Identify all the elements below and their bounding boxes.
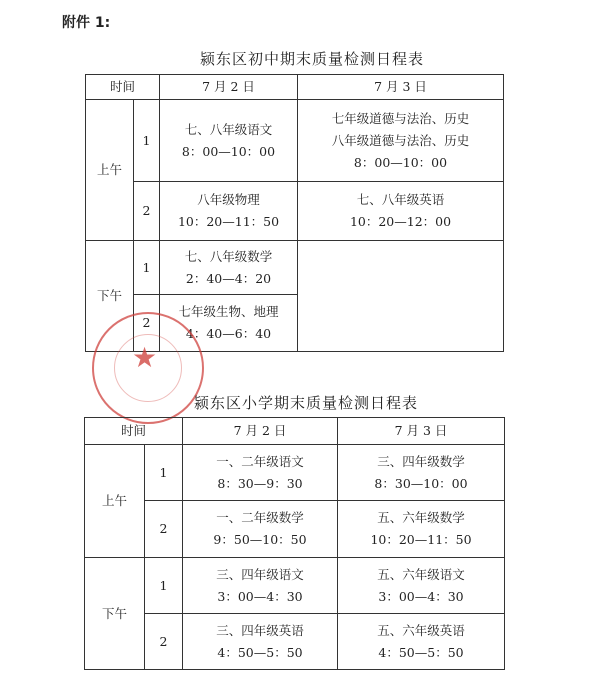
exam-time: 4：50—5：50 xyxy=(378,644,464,660)
exam-time: 4：50—5：50 xyxy=(217,644,303,660)
slot-number: 1 xyxy=(145,558,183,614)
exam-subject: 五、六年级英语 xyxy=(377,622,465,638)
slot-number: 2 xyxy=(145,501,183,558)
period-afternoon: 下午 xyxy=(86,241,134,352)
table-row xyxy=(85,614,505,670)
primary-school-schedule-title: 颍东区小学期末质量检测日程表 xyxy=(194,394,419,412)
exam-subject: 五、六年级数学 xyxy=(377,510,465,525)
period-afternoon: 下午 xyxy=(85,558,145,670)
exam-cell xyxy=(183,501,338,558)
slot-number: 1 xyxy=(134,100,160,182)
exam-time: 10：20—12：00 xyxy=(349,214,452,229)
exam-subject: 一、二年级语文 xyxy=(216,453,304,469)
seal-star-icon: ★ xyxy=(132,341,158,374)
table-row xyxy=(86,241,504,295)
exam-time: 10：20—11：50 xyxy=(370,532,472,547)
table-row xyxy=(86,100,504,182)
exam-cell xyxy=(160,182,298,241)
exam-cell xyxy=(298,100,504,182)
exam-subject: 三、四年级语文 xyxy=(216,566,304,582)
exam-cell xyxy=(160,241,298,295)
exam-time: 8：00—10：00 xyxy=(353,154,448,170)
header-day2: 7 月 3 日 xyxy=(298,75,504,100)
header-day2: 7 月 3 日 xyxy=(338,418,505,445)
exam-cell xyxy=(183,614,338,670)
exam-cell xyxy=(183,558,338,614)
slot-number: 2 xyxy=(134,295,160,352)
exam-time: 10：20—11：50 xyxy=(177,214,280,229)
header-day1: 7 月 2 日 xyxy=(160,75,298,100)
exam-subject: 八年级道德与法治、历史 xyxy=(331,132,470,148)
exam-time: 8：30—9：30 xyxy=(217,475,303,491)
primary-school-schedule-table xyxy=(84,417,505,670)
exam-subject: 七、八年级英语 xyxy=(356,192,445,207)
period-morning: 上午 xyxy=(85,445,145,558)
exam-cell xyxy=(338,445,505,501)
exam-cell xyxy=(160,100,298,182)
slot-number: 2 xyxy=(134,182,160,241)
exam-cell xyxy=(338,501,505,558)
exam-cell xyxy=(338,614,505,670)
table-row xyxy=(85,501,505,558)
empty-cell xyxy=(298,241,504,352)
exam-subject: 七年级道德与法治、历史 xyxy=(331,110,470,126)
exam-subject: 七年级生物、地理 xyxy=(178,304,279,319)
slot-number: 1 xyxy=(134,241,160,295)
slot-number: 1 xyxy=(145,445,183,501)
exam-time: 8：30—10：00 xyxy=(374,475,468,491)
exam-cell xyxy=(183,445,338,501)
exam-time: 9：50—10：50 xyxy=(213,532,307,547)
middle-school-schedule-title: 颍东区初中期末质量检测日程表 xyxy=(200,50,425,68)
exam-subject: 七、八年级数学 xyxy=(184,248,273,264)
period-morning: 上午 xyxy=(86,100,134,241)
exam-time: 8：00—10：00 xyxy=(181,143,276,159)
header-day1: 7 月 2 日 xyxy=(183,418,338,445)
attachment-label: 附件 1: xyxy=(62,15,111,31)
table-row xyxy=(86,182,504,241)
exam-subject: 一、二年级数学 xyxy=(216,510,304,525)
header-time: 时间 xyxy=(86,75,160,100)
exam-subject: 三、四年级数学 xyxy=(377,453,465,469)
exam-subject: 三、四年级英语 xyxy=(216,622,304,638)
exam-subject: 五、六年级语文 xyxy=(377,566,465,582)
table-row xyxy=(85,445,505,501)
exam-subject: 七、八年级语文 xyxy=(184,121,273,137)
middle-school-schedule-table xyxy=(85,74,504,352)
exam-cell xyxy=(160,295,298,352)
exam-time: 4：40—6：40 xyxy=(185,326,272,341)
exam-subject: 八年级物理 xyxy=(197,192,260,207)
header-time: 时间 xyxy=(85,418,183,445)
exam-cell xyxy=(298,182,504,241)
exam-time: 3：00—4：30 xyxy=(378,588,464,604)
table-header-row xyxy=(85,418,505,445)
table-header-row xyxy=(86,75,504,100)
table-row xyxy=(85,558,505,614)
exam-time: 2：40—4：20 xyxy=(185,270,272,286)
exam-cell xyxy=(338,558,505,614)
slot-number: 2 xyxy=(145,614,183,670)
exam-time: 3：00—4：30 xyxy=(217,588,303,604)
